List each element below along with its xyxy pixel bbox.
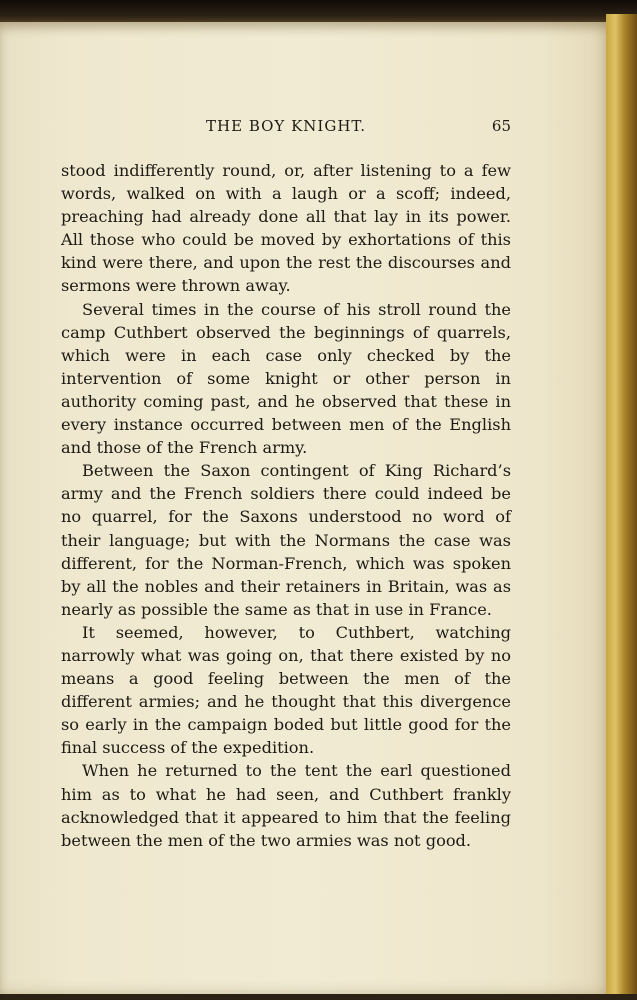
binding-shadow-top xyxy=(0,0,637,22)
paragraph-continuation: stood indifferently round, or, after listening to a few words, walked on with a laugh or a scoff; indeed, preaching had already done all that lay in its power. All those who could be moved by exhortations of this kind were there, and upon the rest the discourses and sermons were thrown away. xyxy=(61,161,511,296)
text-block xyxy=(61,113,511,852)
paragraph-saxon-contingent: Between the Saxon contingent of King Richard’s army and the French soldiers there could indeed be no quarrel, for the Saxons understood no word of their language; but with the Normans the case was different, for the Norman-French, which was spoken by all the nobles and their retainers in Britain, was as nearly as possible the same as that in use in France. xyxy=(61,461,511,619)
page-number: 65 xyxy=(491,117,511,135)
gilt-page-edges xyxy=(606,14,637,1000)
running-title: THE BOY KNIGHT. xyxy=(206,117,366,135)
paragraph-earl-question: When he returned to the tent the earl questioned him as to what he had seen, and Cuthbert frankly acknowledged that it appeared to him that the feeling between the men of the two armies was not good. xyxy=(61,761,511,850)
binding-shadow-bottom xyxy=(0,994,637,1000)
paragraph-divergence: It seemed, however, to Cuthbert, watching narrowly what was going on, that there existed by no means a good feeling between the men of the different armies; and he thought that this divergence so early in the campaign boded but little good for the final success of the expedition. xyxy=(61,622,511,758)
running-header xyxy=(61,113,511,141)
paragraph-stroll: Several times in the course of his stroll round the camp Cuthbert observed the beginnings of quarrels, which were in each case only checked by the intervention of some knight or other person in authority coming past, and he observed that these in every instance occurred between men of the English and those of the French army. xyxy=(61,299,511,458)
